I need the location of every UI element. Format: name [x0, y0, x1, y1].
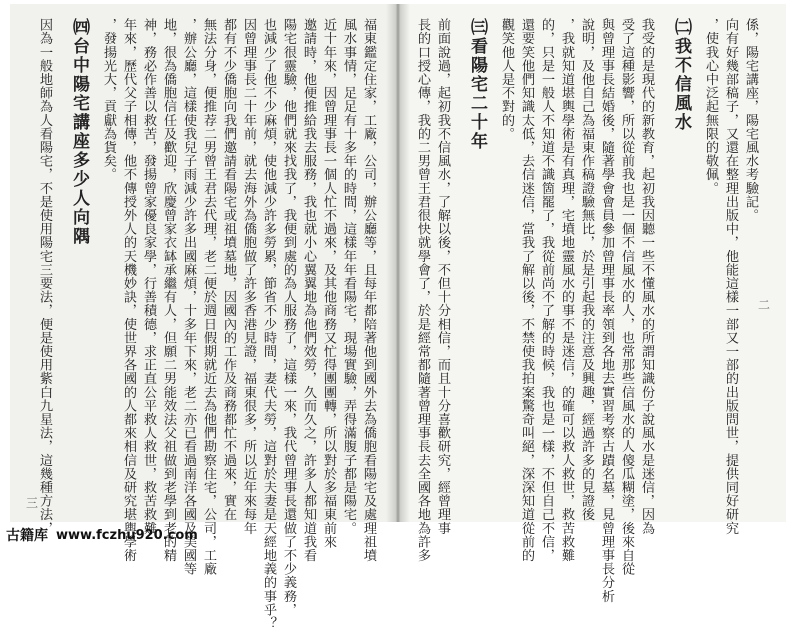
site-url: www.fczhu920.com	[56, 527, 198, 543]
book-gutter	[386, 4, 410, 522]
intro-line-3: ，使我心中泛起無限的敬佩。	[703, 18, 718, 195]
section3-line-2: 長的口授心傳，我的二男曾王君很快就學會了，於是經常都隨著曾理事長去全國各地為許多	[415, 18, 430, 562]
body1-line-8: 都有不少僑胞向我們邀請看陽宅或祖墳墓地，因國內的工作及商務都忙不過來，實在	[221, 18, 236, 522]
section1-line-2: 受了這種影響，所以從前我也是一個不信風水的人，也常那些信風水的人傻瓜糊塗，後來自從	[619, 18, 634, 576]
left-page-number: 三	[26, 496, 39, 510]
body1-line-2: 風水事情，足足有十多年的時間，這樣年年看陽宅，現場實驗，弄得滿腹子都是陽宅。	[341, 18, 356, 535]
body1-line-14: ，發揚光大，貢獻為貨矣。	[101, 18, 116, 182]
body1-line-5: 陽宅很靈驗，他們就來找我了，我便到處的為人服務了，這樣一來，我代曾理事長還做了不少義務，	[281, 18, 296, 617]
body1-line-7: 因曾理事長二十年前，就去海外為僑胞做了許多香港見證，福東很多，所以近年來每年	[241, 18, 256, 535]
body1-line-10: ，辦公廳，這樣使我兒子雨減少許多出國麻煩，十多年下來，老二亦已看過南洋各國及美國等	[181, 18, 196, 576]
section1-line-5: ，我就知道堪輿學術是有真理，宅墳地靈風水的事不是迷信，的確可以救人救世，救苦救難	[559, 18, 574, 562]
section4-line-1: 因為一般地師為人看陽宅，不是使用陽宅三要法，便是使用紫白九星法，這幾種方法，	[37, 18, 52, 535]
body1-line-11: 地，很為僑胞信任及歡迎，欣慶曾家衣缽承繼有人，但願二男能效法父祖做到老學到老的精	[161, 18, 176, 562]
section1-line-3: 與曾理事長結婚後，隨著學會會員參加曾理事長率領到各地去實習考察古蹟名墓，見曾理事長分析	[599, 18, 614, 603]
section3-line-1: 前面說過，起初我不信風水，了解以後，不但十分相信，而且十分喜歡研究，經曾理事	[435, 18, 450, 535]
body1-line-13: 年來，歷代父子相傳，他不傳授外人的天機妙訣，使世界各國的人都來相信及研究堪輿學術	[121, 18, 136, 562]
section1-line-6: 的，只是一般人不知道不識箇罷了，我從前尚不了解的時候，我也是一樣，不但自己不信，	[539, 18, 554, 562]
watermark-footer	[6, 524, 306, 546]
section1-line-7: 還要笑他們知識太低，去信迷信，當我了解以後，不禁使我拍案驚奇叫絕，深深知道從前的	[519, 18, 534, 562]
body1-line-1: 福東鑑定住家，工廠，公司，辦公廳等，且每年都陪著他到國外去為僑胞看陽宅及處理祖墳	[361, 18, 376, 562]
body1-line-6: 也減少了他不少麻煩，使他減少許多勞累，節省不少時間，妻代夫勞，這對於夫妻是天經地義的事乎？	[261, 18, 276, 630]
section-heading-3: ㈢看陽宅二十年	[467, 18, 487, 151]
section1-line-8: 觀笑他人是不對的。	[499, 18, 514, 141]
intro-line-1: 係，陽宅講座，陽宅風水考驗記。	[743, 18, 758, 222]
section-heading-4: ㈣台中陽宅講座多少人向隅	[69, 18, 89, 246]
body1-line-12: 神，務必作善以救苦，發揚曾家優良家學，行善積德，求正直公平救人救世，救苦救難	[141, 18, 156, 535]
body1-line-3: 近十年來，因曾理事長一個人忙不過來，及其他商務又忙得團團轉，所以對於多福東前來	[321, 18, 336, 549]
right-page-number: 二	[758, 298, 771, 312]
section-heading-2: ㈡我不信風水	[671, 18, 691, 132]
site-name: 古籍库	[6, 528, 48, 544]
body1-line-9: 無法分身，便推荐二男曾王君去代理，老二便於週日假期就近去為他們勘察住宅，公司，工廠	[201, 18, 216, 576]
section1-line-1: 我受的是現代的新教育，起初我因聽一些不懂風水的所謂知識份子說風水是迷信，因為	[639, 18, 654, 535]
section1-line-4: 說明，及他自己為福東作稿證驗無比，於是引起我的注意及興趣，經過許多的見證後	[579, 18, 594, 522]
body1-line-4: 邀請時，他便推給我去服務，我也就小心翼翼地為他們效勞，久而久之，許多人都知道我看	[301, 18, 316, 562]
intro-line-2: 向有好幾部稿子，又還在整理出版中，他能這樣一部又一部的出版問世，提供同好研究	[723, 18, 738, 535]
